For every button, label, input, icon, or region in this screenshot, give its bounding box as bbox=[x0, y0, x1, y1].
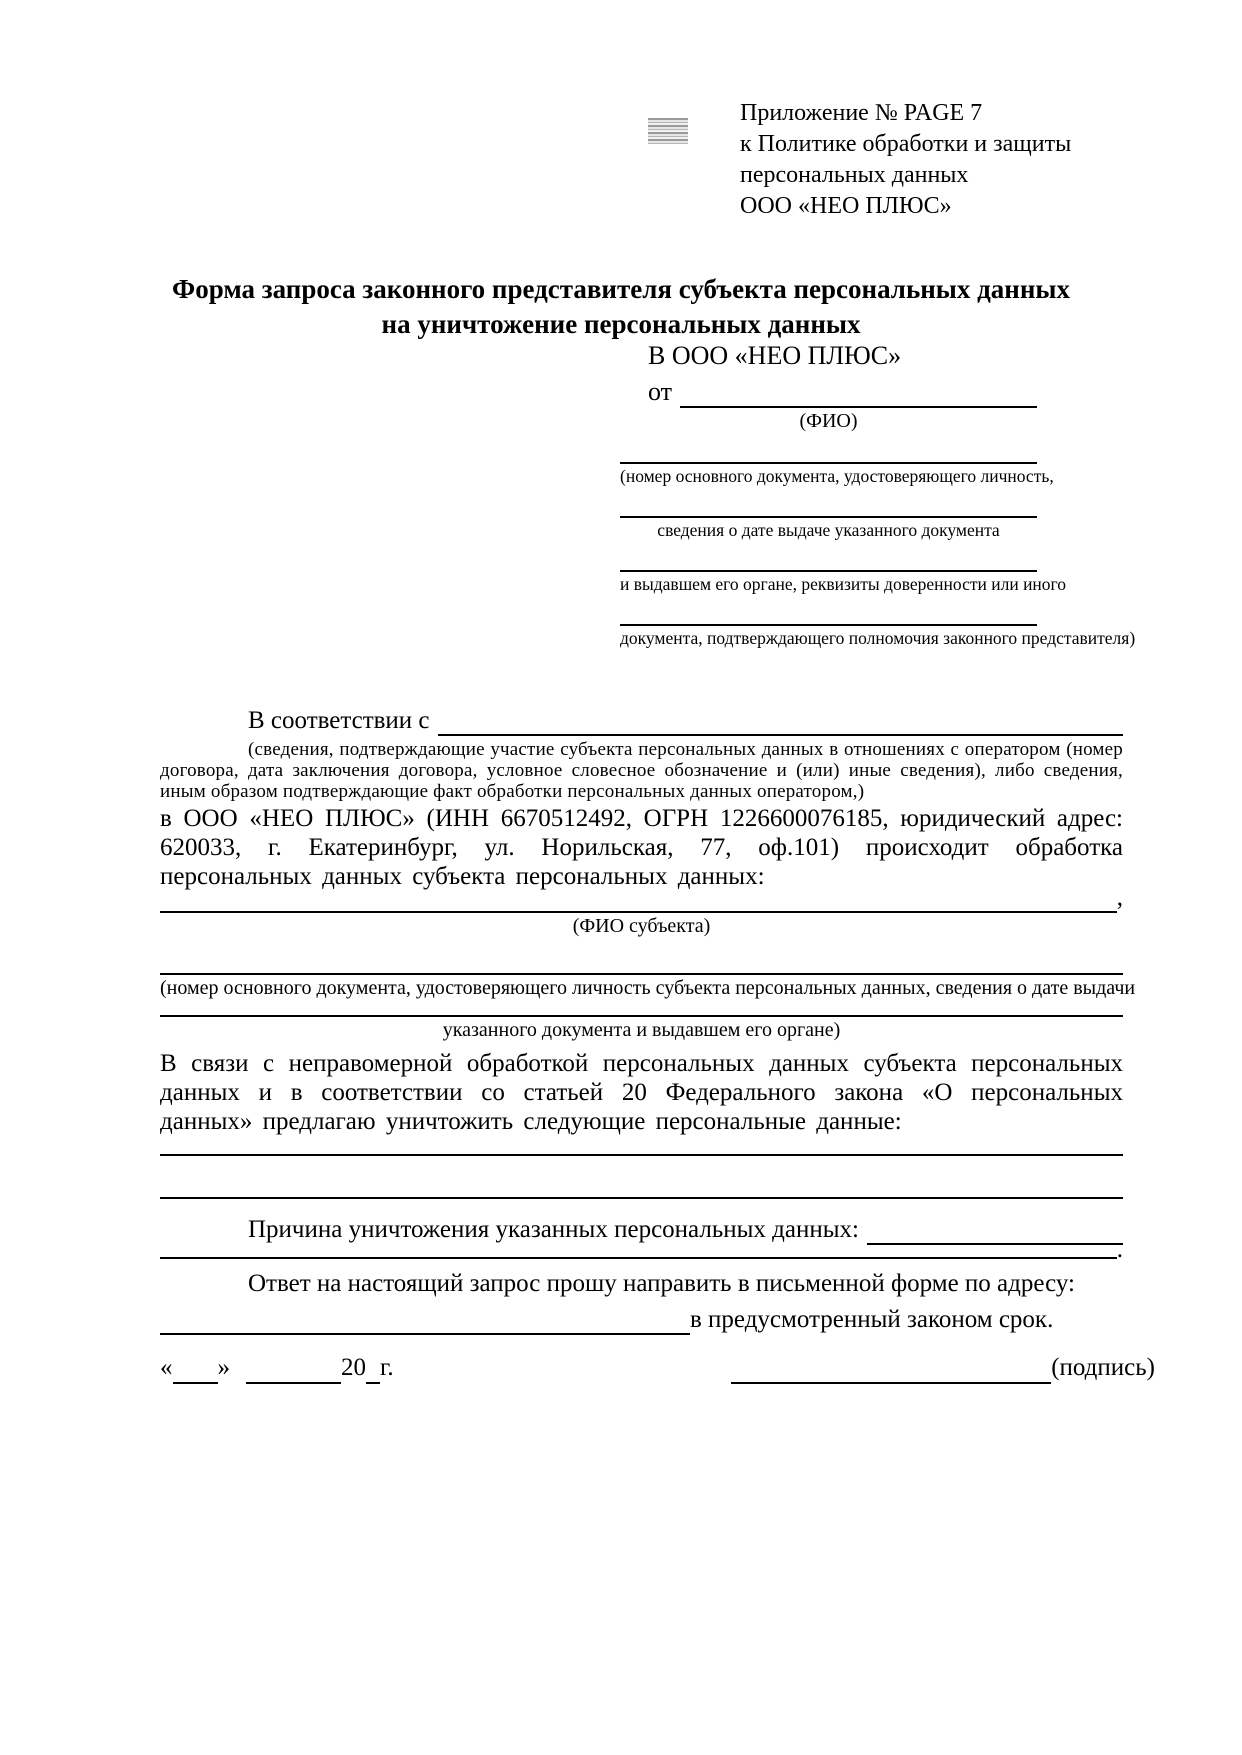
reason-continuation-field bbox=[160, 1236, 1123, 1263]
doc-caption-4: документа, подтверждающего полномочия законного представителя) bbox=[620, 628, 1136, 648]
date-signature-row bbox=[160, 1352, 1155, 1384]
period-suffix: . bbox=[1116, 1236, 1123, 1263]
year-blank[interactable] bbox=[366, 1378, 380, 1384]
day-blank[interactable] bbox=[173, 1378, 218, 1384]
signature-caption: (подпись) bbox=[1051, 1354, 1155, 1381]
representative-doc-blank-2[interactable] bbox=[620, 488, 1037, 518]
appendix-line-1: Приложение № PAGE 7 bbox=[740, 100, 983, 126]
representative-doc-blank-1[interactable] bbox=[620, 434, 1037, 464]
operator-paragraph: в ООО «НЕО ПЛЮС» (ИНН 6670512492, ОГРН 1226600076185, юридический адрес: 620033, г. Екатеринбург, ул. Норильская, 77, оф.101) происходит обработка персональных данных субъекта персональных данных: bbox=[160, 805, 1123, 890]
representative-doc-blank-4[interactable] bbox=[620, 596, 1037, 626]
reply-suffix: в предусмотренный законом срок. bbox=[690, 1306, 1054, 1333]
appendix-line-3: персональных данных bbox=[740, 162, 969, 188]
accordance-blank[interactable] bbox=[438, 730, 1123, 736]
from-label: от bbox=[648, 377, 673, 406]
reply-address-blank[interactable] bbox=[160, 1329, 690, 1335]
doc-caption-1: (номер основного документа, удостоверяющего личность, bbox=[620, 466, 1054, 486]
recipient-to: В ООО «НЕО ПЛЮС» bbox=[648, 341, 902, 370]
date-field bbox=[160, 1352, 394, 1384]
accordance-label: В соответствии с bbox=[248, 707, 430, 734]
subject-fio-caption: (ФИО субъекта) bbox=[572, 915, 711, 937]
shading-artifact-icon bbox=[648, 118, 688, 144]
subject-doc-caption-2: указанного документа и выдавшем его органе) bbox=[442, 1019, 841, 1041]
appendix-line-2: к Политике обработки и защиты bbox=[740, 131, 1072, 157]
signature-field bbox=[731, 1352, 1155, 1384]
representative-doc-blank-3[interactable] bbox=[620, 542, 1037, 572]
subject-doc-caption-1: (номер основного документа, удостоверяющего личность субъекта персональных данных, сведения о дате выдачи bbox=[160, 977, 1136, 999]
appendix-note bbox=[740, 98, 1071, 222]
comma-suffix: , bbox=[1116, 884, 1123, 911]
accordance-field bbox=[160, 706, 1123, 736]
appendix-line-4: ООО «НЕО ПЛЮС» bbox=[740, 193, 952, 219]
subject-fio-field bbox=[160, 884, 1123, 913]
month-blank[interactable] bbox=[246, 1378, 341, 1384]
reason-label: Причина уничтожения указанных персональных данных: bbox=[248, 1216, 859, 1243]
reason-field bbox=[160, 1213, 1123, 1245]
document-title bbox=[0, 272, 1242, 342]
request-body bbox=[160, 706, 1136, 1335]
reply-address-text: Ответ на настоящий запрос прошу направить в письменной форме по адресу: bbox=[248, 1270, 1075, 1297]
year-prefix: 20 bbox=[341, 1354, 366, 1381]
from-field bbox=[620, 372, 1037, 408]
subject-doc-blank-2[interactable] bbox=[160, 1001, 1123, 1017]
data-to-destroy-blank-2[interactable] bbox=[160, 1156, 1123, 1199]
recipient-block bbox=[620, 340, 1136, 650]
title-line-1: Форма запроса законного представителя субъекта персональных данных bbox=[172, 274, 1070, 304]
doc-caption-3: и выдавшем его органе, реквизиты доверенности или иного bbox=[620, 574, 1067, 594]
close-quote: » bbox=[217, 1354, 230, 1381]
data-to-destroy-blank-1[interactable] bbox=[160, 1136, 1123, 1156]
accordance-footnote: (сведения, подтверждающие участие субъекта персональных данных в отношениях с оператором (номер договора, дата заключения договора, условное словесное обозначение и (или) иные сведения), либо сведения, иным образом подтверждающие факт обработки персональных данных оператором,) bbox=[160, 739, 1123, 802]
subject-doc-blank-1[interactable] bbox=[160, 939, 1123, 975]
reply-address-field bbox=[160, 1303, 1123, 1335]
reason-blank-2[interactable] bbox=[160, 1253, 1117, 1259]
open-quote: « bbox=[160, 1354, 173, 1381]
title-line-2: на уничтожение персональных данных bbox=[381, 309, 861, 339]
fio-caption: (ФИО) bbox=[799, 410, 858, 432]
doc-caption-2: сведения о дате выдаче указанного документа bbox=[657, 520, 1000, 540]
year-suffix: г. bbox=[380, 1354, 394, 1381]
reason-blank[interactable] bbox=[867, 1239, 1123, 1245]
representative-fio-blank[interactable] bbox=[680, 402, 1037, 408]
destroy-paragraph: В связи с неправомерной обработкой персональных данных субъекта персональных данных и в соответствии со статьей 20 Федерального закона «О персональных данных» предлагаю уничтожить следующие персональные данные: bbox=[160, 1050, 1123, 1135]
signature-blank[interactable] bbox=[731, 1378, 1051, 1384]
